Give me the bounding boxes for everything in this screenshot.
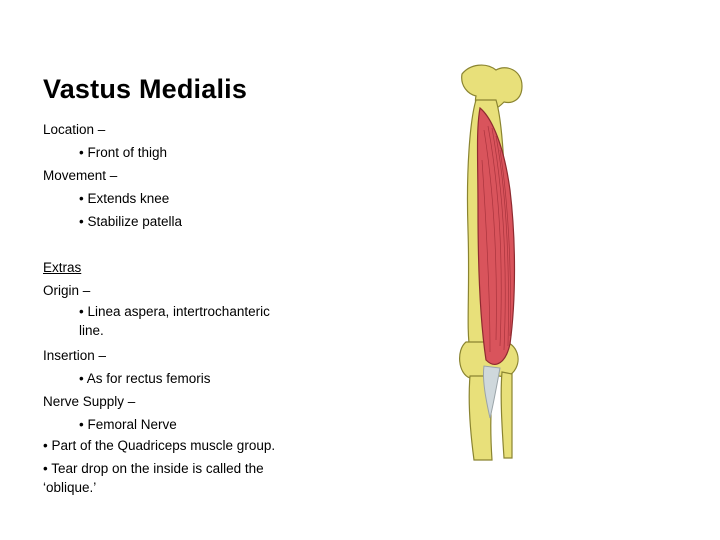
movement-item: • Stabilize patella [79, 214, 183, 229]
location-item: • Front of thigh [79, 145, 168, 160]
thigh-muscle-illustration [440, 60, 540, 470]
movement-label: Movement – [43, 168, 118, 183]
insertion-item: • As for rectus femoris [79, 371, 211, 386]
extras-label: Extras [43, 260, 82, 275]
location-label: Location – [43, 122, 106, 137]
nerve-supply-label: Nerve Supply – [43, 394, 136, 409]
note-item: • Part of the Quadriceps muscle group. [43, 438, 276, 453]
origin-item: • Linea aspera, intertrochanteric line. [79, 304, 270, 338]
fibula [501, 372, 512, 458]
spacer [43, 233, 283, 256]
note-item: • Tear drop on the inside is called the ‘oblique.’ [43, 461, 264, 495]
slide-title: Vastus Medialis [43, 74, 248, 104]
nerve-supply-item: • Femoral Nerve [79, 417, 177, 432]
origin-label: Origin – [43, 283, 91, 298]
movement-item: • Extends knee [79, 191, 170, 206]
slide-body [43, 118, 283, 501]
insertion-label: Insertion – [43, 348, 107, 363]
